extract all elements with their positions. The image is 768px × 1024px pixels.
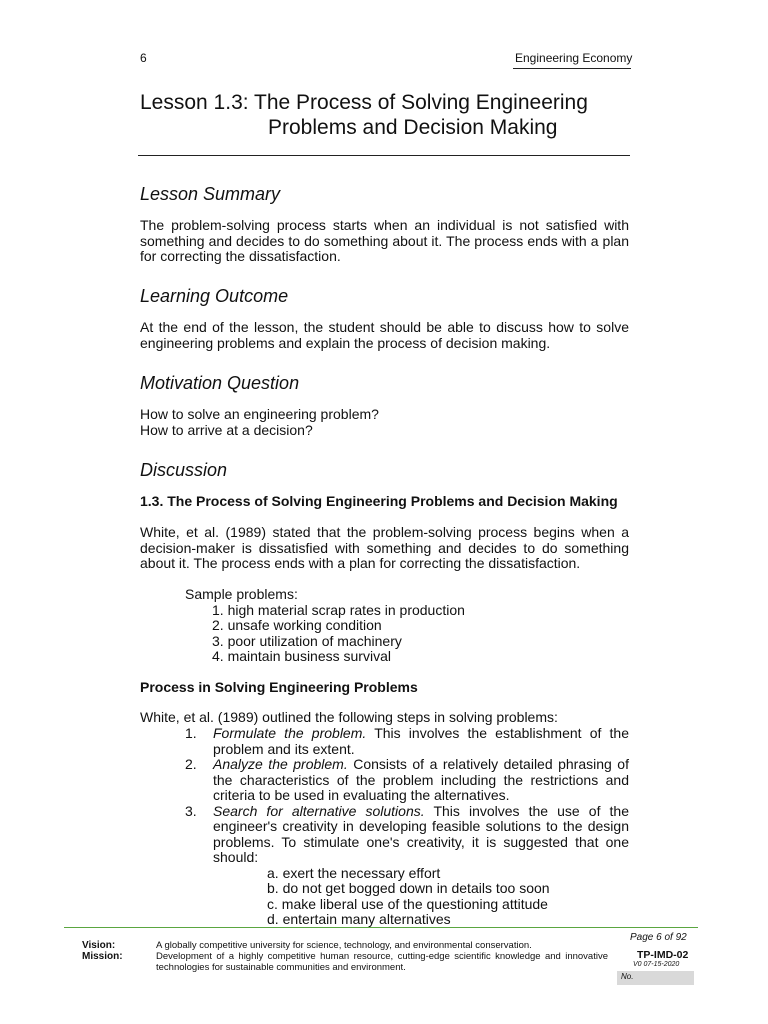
list-item: d. entertain many alternatives (267, 911, 451, 927)
list-item: 3. poor utilization of machinery (212, 632, 402, 649)
list-item: b. do not get bogged down in details too soon (267, 880, 550, 896)
motivation-question-1: How to solve an engineering problem? (140, 406, 379, 422)
outcome-text: At the end of the lesson, the student should be able to discuss how to solve engineering problems and explain the process of decision making. (140, 319, 629, 351)
mission-label: Mission: (82, 951, 123, 962)
sample-problems (185, 587, 465, 665)
step-number: 2. (185, 756, 197, 772)
page-indicator: Page 6 of 92 (630, 932, 687, 943)
title-divider (138, 155, 630, 156)
lesson-title (140, 90, 630, 140)
lesson-title-line2: Problems and Decision Making (268, 116, 558, 139)
motivation-heading: Motivation Question (140, 373, 300, 393)
list-item: 2. unsafe working condition (212, 617, 382, 633)
lesson-title-line1: Lesson 1.3: The Process of Solving Engineering (140, 91, 588, 114)
section-title: 1.3. The Process of Solving Engineering Problems and Decision Making (140, 493, 618, 509)
step-title: Analyze the problem. (213, 756, 348, 772)
step-body (213, 726, 629, 757)
motivation-question-2: How to arrive at a decision? (140, 421, 313, 438)
discussion-intro: White, et al. (1989) stated that the problem-solving process begins when a decision-maker is dissatisfied with something and decides to do something about it. The process ends with a plan for correcting the dissatisfaction. (140, 524, 629, 571)
step-number: 3. (185, 802, 197, 819)
document-code: TP-IMD-02 (637, 949, 689, 961)
document-version: V0 07-15-2020 (633, 961, 680, 968)
step-title: Search for alternative solutions. (213, 802, 425, 819)
process-intro: White, et al. (1989) outlined the following steps in solving problems: (140, 709, 558, 725)
outcome-heading: Learning Outcome (140, 286, 289, 306)
number-label: No. (621, 972, 634, 981)
vision-text: A globally competitive university for science, technology, and environmental conservation. (156, 940, 532, 951)
step-number: 1. (185, 725, 197, 741)
list-item: c. make liberal use of the questioning attitude (267, 895, 548, 912)
header-course-title: Engineering Economy (515, 51, 633, 65)
list-item: 1. high material scrap rates in production (212, 601, 465, 618)
discussion-heading: Discussion (140, 460, 228, 480)
sample-problems-list (185, 603, 465, 665)
step-title: Formulate the problem. (213, 725, 367, 741)
sample-problems-label: Sample problems: (185, 586, 298, 602)
step-body (213, 804, 629, 866)
footer-divider (64, 927, 698, 928)
process-heading: Process in Solving Engineering Problems (140, 679, 418, 695)
step-text: Consists of a relatively detailed phrasing of the characteristics of the problem including the restrictions and criteria to be used in evaluating the alternatives. (213, 756, 629, 803)
process-step (185, 804, 629, 866)
process-step (185, 726, 629, 757)
summary-text: The problem-solving process starts when an individual is not satisfied with something and decides to do something about it. The process ends with a plan for correcting the dissatisfaction. (140, 217, 629, 264)
creativity-list (185, 866, 629, 928)
process-steps (185, 726, 629, 928)
mission-text: Development of a highly competitive human resource, cutting-edge scientific knowledge and innovative technologies for sustainable communities and environment. (156, 951, 608, 973)
step-body (213, 757, 629, 804)
step-text: This involves the use of the engineer's creativity in developing feasible solutions to the design problems. To stimulate one's creativity, it is suggested that one should: (213, 802, 629, 865)
process-step (185, 757, 629, 804)
summary-heading: Lesson Summary (140, 184, 281, 204)
step-text: This involves the establishment of the problem and its extent. (213, 725, 630, 757)
vision-label: Vision: (82, 940, 116, 951)
header-underline (513, 68, 631, 69)
list-item: 4. maintain business survival (212, 648, 391, 664)
header-page-number: 6 (140, 51, 147, 65)
motivation-questions (140, 407, 629, 438)
list-item: a. exert the necessary effort (267, 864, 441, 881)
